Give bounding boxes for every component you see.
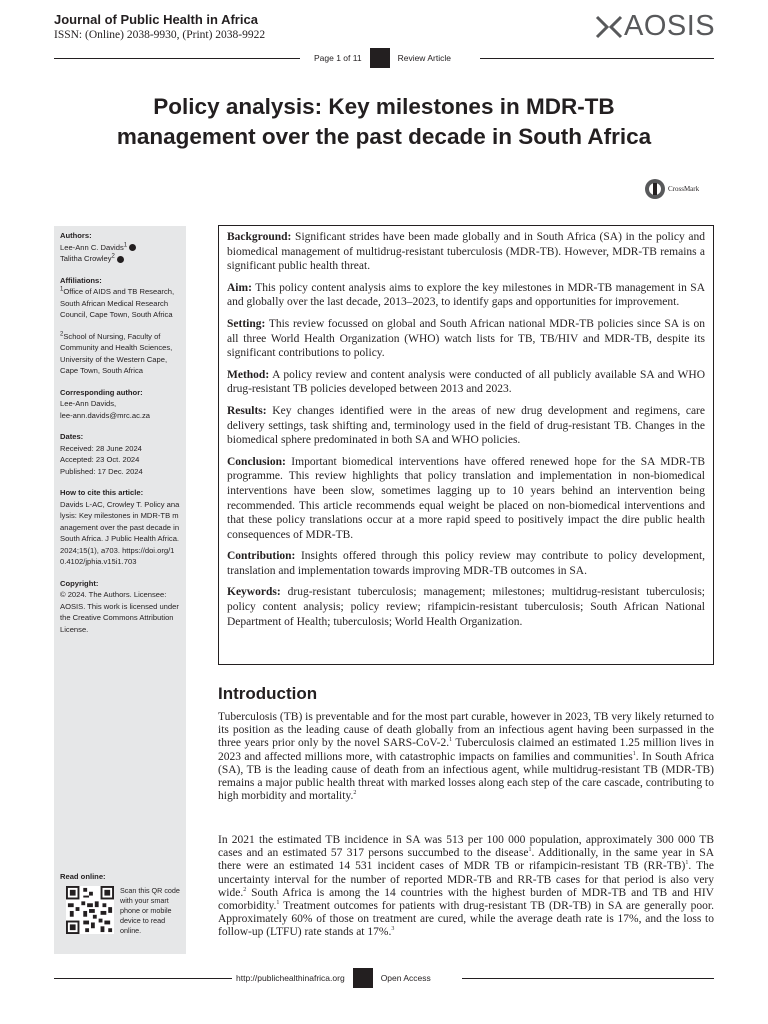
read-online-box (60, 872, 180, 946)
abstract-conclusion: Conclusion: Important biomedical interventions have offered renewed hope for the SA MDR-TB programme. This review highlights that policy translation and implementation in non-biomedical interventions have been slow, sometimes lagging up to 10 years behind an intervention being recommended. This article recommends equal weight be placed on non-biomedical interventions and that these policy translations occur at a more rapid speed to positively impact the dire public health consequences of MDR-TB. (227, 455, 705, 541)
citation-text[interactable]: Davids L-AC, Crowley T. Policy analysis: Key milestones in MDR-TB management over the past decade in South Africa. J Public Health Africa. 2024;15(1), a703. https://doi.org/10.4102/jphia.v15i1.703 (60, 499, 180, 566)
crossmark-icon (644, 178, 666, 200)
aosis-logo-text: AOSIS (624, 10, 716, 42)
article-title: Policy analysis: Key milestones in MDR-TB management over the past decade in South Africa (116, 94, 652, 149)
corresponding-author-name: Lee-Ann Davids, (60, 399, 117, 408)
crossmark-label: CrossMark (668, 185, 700, 193)
abstract-setting: Setting: This review focussed on global and South African national MDR-TB policies since SA is on all three World Health Organization (WHO) watch lists for TB, TB/HIV and MDR-TB, despite its significant contributions to policy. (227, 317, 705, 360)
page-number: Page 1 of 11 (314, 53, 362, 63)
abstract-aim: Aim: This policy content analysis aims to explore the key milestones in MDR-TB management in SA and globally over the last decade, 2013–2023, to identify gaps and opportunities for improvement. (227, 281, 705, 309)
journal-name: Journal of Public Health in Africa (54, 12, 258, 27)
footer-marker (353, 968, 373, 988)
date-received: Received: 28 June 2024 (60, 443, 142, 453)
aosis-logo-icon (594, 14, 624, 40)
abstract-keywords: Keywords: drug-resistant tuberculosis; management; milestones; multidrug-resistant tuberculosis; policy content analysis; policy review; rifampicin-resistant tuberculosis; South African National Department of Health; tuberculosis; World Health Organization. (227, 586, 705, 628)
journal-issn: ISSN: (Online) 2038-9930, (Print) 2038-9922 (54, 29, 266, 41)
copyright-text: © 2024. The Authors. Licensee: AOSIS. This work is licensed under the Creative Commons Attribution License. (60, 590, 179, 634)
abstract-background: Background: Significant strides have been made globally and in South Africa (SA) in the policy and biomedical management of multidrug-resistant tuberculosis (MDR-TB). However, MDR-TB remains a significant public health threat. (227, 231, 706, 273)
orcid-icon[interactable] (129, 244, 136, 251)
article-info-sidebar (54, 226, 186, 954)
date-published: Published: 17 Dec. 2024 (60, 466, 143, 476)
abstract-box (218, 225, 714, 665)
page-footer (232, 968, 462, 988)
page-marker (370, 48, 390, 68)
abstract-contribution: Contribution: Insights offered through this policy review may contribute to policy development, translation and implementation towards improving MDR-TB outcomes in SA. (227, 550, 706, 577)
date-accepted: Accepted: 23 Oct. 2024 (60, 455, 140, 464)
corresponding-author-heading: Corresponding author: (60, 387, 143, 397)
abstract-results: Results: Key changes identified were in the areas of new drug development and regimens, care delivery settings, task shifting and, terminology used in the field of drug-resistant TB. Changes in the biomedical sphere predominated in both SA and WHO policies. (227, 404, 705, 447)
open-access-label: Open Access (380, 973, 431, 983)
introduction-heading: Introduction (218, 684, 318, 703)
citation-heading: How to cite this article: (60, 488, 144, 497)
intro-paragraph-1: Tuberculosis (TB) is preventable and for the most part curable, however in 2023, TB very likely returned to its position as the leading cause of death globally from an infectious agent having been surpassed in the three years prior only by the novel SARS-CoV-2.$^1$ Tuberculosis claimed an estimated 1.25 million lives in 2023 and affected millions more, with catastrophic impacts on families and communities$^1$. In South Africa (SA), TB is the leading cause of death from an infectious agent, while multidrug-resistant TB (MDR-TB) remains a major public health threat with marked losses along each step of the care cascade, contributing to high morbidity and mortality.$^2$ (218, 711, 715, 803)
intro-paragraph-2: In 2021 the estimated TB incidence in SA was 513 per 100 000 population, approximately 300 000 TB cases and an estimated 57 317 persons succumbed to the disease$^1$. Additionally, in the same year in SA there were an estimated 14 531 incident cases of MDR TB or rifampicin-resistant TB $(RR-TB)^1$. The uncertainty interval for the number of reported MDR-TB and RR-TB cases for that period is also very wide.$^2$ South Africa is among the 14 countries with the highest burden of MDR-TB and TB and HIV comorbidity.$^1$ Treatment outcomes for patients with drug-resistant TB (DR-TB) in SA are generally poor. Approximately 60% of those on treatment are cured, while the average death rate is 17%, and the loss to follow-up (LTFU) rate stands at 17%.$^3$ (218, 834, 715, 939)
author-2: Talitha Crowley$^2$ (60, 253, 180, 265)
orcid-icon[interactable] (117, 256, 124, 263)
dates-heading: Dates: (60, 432, 84, 441)
journal-url[interactable]: http://publichealthinafrica.org (236, 973, 345, 983)
article-type: Review Article (397, 53, 451, 63)
copyright-heading: Copyright: (60, 578, 99, 588)
affiliation-2: $^2$School of Nursing, Faculty of Community and Health Sciences, University of the Western Cape, Cape Town, South Africa (60, 330, 173, 375)
affiliations-heading: Affiliations: (60, 275, 102, 285)
aosis-logo[interactable] (594, 12, 715, 41)
qr-code-icon[interactable] (66, 886, 114, 934)
read-online-text: Scan this QR code with your smart phone or mobile device to read online. (120, 886, 180, 935)
crossmark-badge[interactable] (644, 178, 699, 200)
affiliation-1: $^1$Office of AIDS and TB Research, South African Medical Research Council, Cape Town, South Africa (60, 286, 175, 319)
corresponding-author-email[interactable]: lee-ann.davids@mrc.ac.za (60, 410, 151, 420)
abstract-method: Method: A policy review and content analysis were conducted of all publicly available SA and WHO drug-resistant TB policies developed between 2013 and 2023. (227, 368, 705, 396)
page-indicator (300, 48, 480, 68)
author-1: Lee-Ann C. Davids$^1$ (60, 242, 180, 254)
authors-heading: Authors: (60, 231, 92, 240)
read-online-heading: Read online: (60, 872, 106, 881)
